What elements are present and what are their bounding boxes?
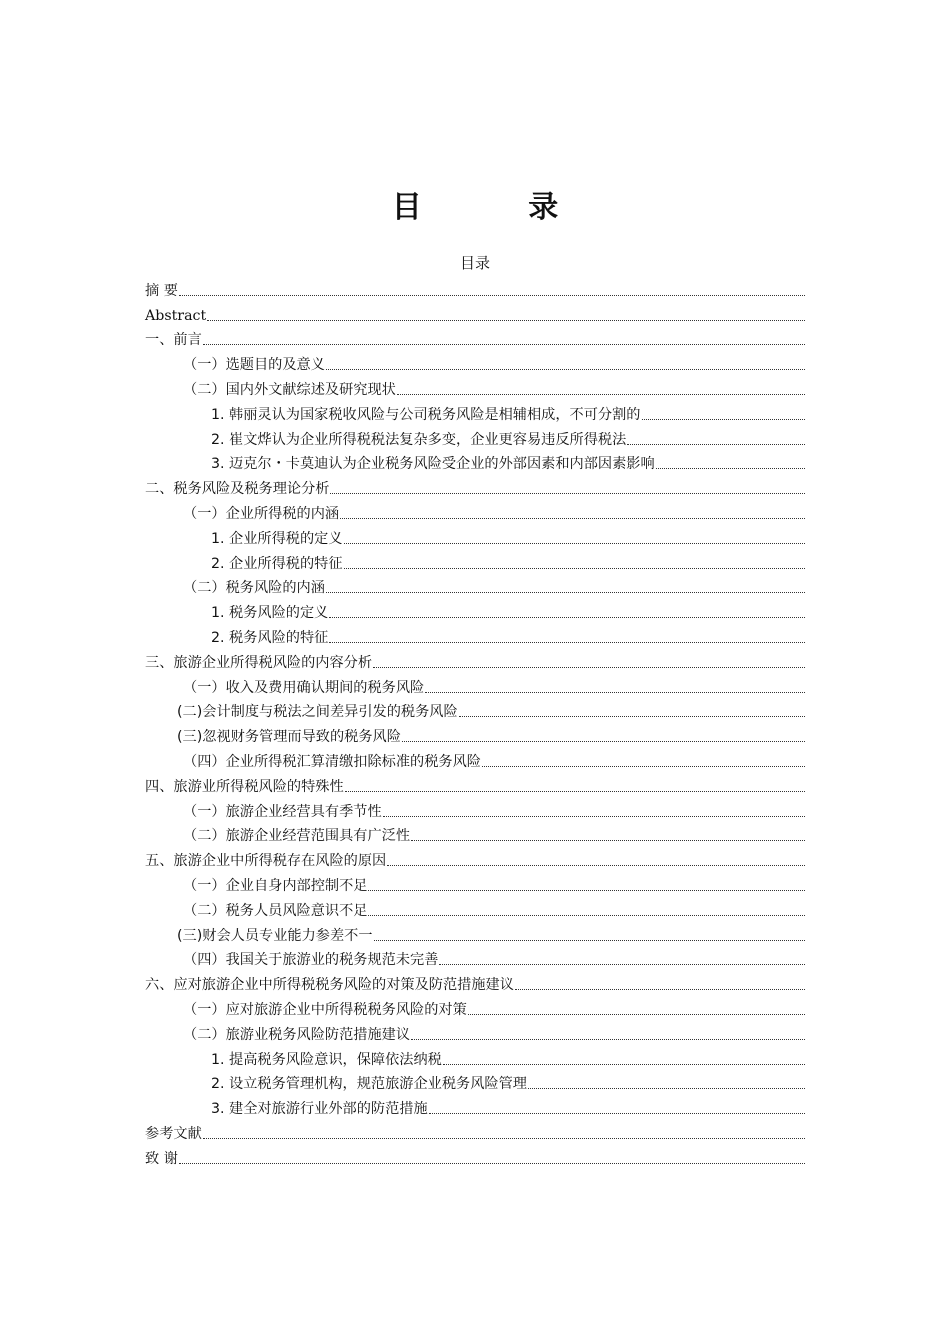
toc-entry[interactable] — [145, 697, 805, 722]
toc-entry-label: 致 谢 — [145, 1150, 178, 1167]
toc-entry-label: 六、应对旅游企业中所得税税务风险的对策及防范措施建议 — [145, 977, 514, 994]
toc-leader-dots — [373, 667, 805, 668]
toc-entry[interactable] — [145, 821, 805, 846]
toc-leader-dots — [411, 1039, 805, 1040]
toc-entry-label: （二）国内外文献综述及研究现状 — [183, 381, 396, 398]
toc-entry[interactable] — [145, 573, 805, 598]
toc-entry-label: （一）选题目的及意义 — [183, 357, 325, 374]
toc-entry-label: 摘 要 — [145, 282, 178, 299]
toc-entry[interactable] — [145, 325, 805, 350]
toc-entry[interactable] — [145, 399, 805, 424]
toc-leader-dots — [329, 642, 805, 643]
table-of-contents — [145, 275, 805, 1168]
toc-entry[interactable] — [145, 895, 805, 920]
toc-entry[interactable] — [145, 1019, 805, 1044]
toc-entry-label: 3. 迈克尔・卡莫迪认为企业税务风险受企业的外部因素和内部因素影响 — [211, 456, 655, 473]
toc-leader-dots — [429, 1113, 805, 1114]
toc-leader-dots — [374, 940, 805, 941]
toc-entry[interactable] — [145, 473, 805, 498]
toc-entry-label: （四）我国关于旅游业的税务规范未完善 — [183, 952, 439, 969]
toc-leader-dots — [397, 394, 805, 395]
toc-entry[interactable] — [145, 275, 805, 300]
toc-entry-label: 1. 韩丽灵认为国家税收风险与公司税务风险是相辅相成，不可分割的 — [211, 406, 641, 423]
toc-entry-label: Abstract — [145, 307, 207, 324]
toc-leader-dots — [203, 344, 805, 345]
toc-entry-label: (三)财会人员专业能力参差不一 — [177, 927, 373, 944]
toc-entry[interactable] — [145, 622, 805, 647]
toc-entry-label: 三、旅游企业所得税风险的内容分析 — [145, 654, 373, 671]
toc-leader-dots — [344, 568, 805, 569]
toc-entry-label: 1. 税务风险的定义 — [211, 605, 329, 622]
toc-leader-dots — [411, 840, 805, 841]
toc-entry[interactable] — [145, 746, 805, 771]
toc-entry[interactable] — [145, 300, 805, 325]
toc-entry-label: （一）企业自身内部控制不足 — [183, 877, 368, 894]
toc-leader-dots — [468, 1014, 805, 1015]
toc-entry[interactable] — [145, 424, 805, 449]
toc-entry-label: 1. 企业所得税的定义 — [211, 530, 343, 547]
toc-entry[interactable] — [145, 994, 805, 1019]
toc-leader-dots — [443, 1064, 805, 1065]
toc-entry-label: 五、旅游企业中所得税存在风险的原因 — [145, 853, 387, 870]
toc-entry[interactable] — [145, 1143, 805, 1168]
toc-entry-label: (二)会计制度与税法之间差异引发的税务风险 — [177, 704, 458, 721]
toc-entry-label: 四、旅游业所得税风险的特殊性 — [145, 778, 344, 795]
toc-entry-label: 2. 税务风险的特征 — [211, 629, 329, 646]
toc-entry[interactable] — [145, 672, 805, 697]
toc-entry-label: （一）收入及费用确认期间的税务风险 — [183, 679, 425, 696]
toc-leader-dots — [656, 468, 805, 469]
toc-entry[interactable] — [145, 449, 805, 474]
toc-entry-label: （一）应对旅游企业中所得税税务风险的对策 — [183, 1001, 467, 1018]
toc-leader-dots — [425, 692, 805, 693]
toc-entry-label: （二）旅游业税务风险防范措施建议 — [183, 1026, 411, 1043]
toc-entry-label: 3. 建全对旅游行业外部的防范措施 — [211, 1101, 428, 1118]
toc-leader-dots — [387, 865, 805, 866]
toc-leader-dots — [330, 493, 805, 494]
toc-entry-label: 2. 崔文烨认为企业所得税税法复杂多变，企业更容易违反所得税法 — [211, 431, 627, 448]
toc-entry-label: （四）企业所得税汇算清缴扣除标准的税务风险 — [183, 753, 481, 770]
toc-entry-label: 2. 企业所得税的特征 — [211, 555, 343, 572]
toc-leader-dots — [326, 592, 805, 593]
toc-entry-label: （二）税务人员风险意识不足 — [183, 902, 368, 919]
toc-entry[interactable] — [145, 945, 805, 970]
toc-leader-dots — [344, 543, 805, 544]
toc-leader-dots — [482, 766, 805, 767]
toc-entry-label: (三)忽视财务管理而导致的税务风险 — [177, 729, 401, 746]
toc-entry[interactable] — [145, 1093, 805, 1118]
toc-entry[interactable] — [145, 920, 805, 945]
toc-leader-dots — [179, 295, 805, 296]
toc-entry-label: 1. 提高税务风险意识，保障依法纳税 — [211, 1051, 442, 1068]
toc-entry[interactable] — [145, 349, 805, 374]
toc-entry[interactable] — [145, 845, 805, 870]
toc-entry-label: 二、税务风险及税务理论分析 — [145, 481, 330, 498]
toc-entry-label: （一）旅游企业经营具有季节性 — [183, 803, 382, 820]
toc-entry[interactable] — [145, 647, 805, 672]
toc-entry-label: 一、前言 — [145, 332, 202, 349]
toc-leader-dots — [207, 320, 805, 321]
toc-leader-dots — [439, 964, 805, 965]
page-subtitle: 目录 — [459, 254, 490, 272]
toc-entry[interactable] — [145, 1118, 805, 1143]
toc-leader-dots — [326, 369, 805, 370]
toc-entry[interactable] — [145, 597, 805, 622]
toc-entry[interactable] — [145, 870, 805, 895]
toc-entry[interactable] — [145, 548, 805, 573]
toc-leader-dots — [179, 1163, 805, 1164]
toc-leader-dots — [368, 915, 805, 916]
toc-entry[interactable] — [145, 498, 805, 523]
toc-entry-label: 参考文献 — [145, 1125, 202, 1142]
toc-leader-dots — [203, 1138, 805, 1139]
toc-entry-label: （一）企业所得税的内涵 — [183, 505, 340, 522]
toc-entry[interactable] — [145, 1069, 805, 1094]
toc-leader-dots — [383, 816, 805, 817]
toc-entry-label: 2. 设立税务管理机构，规范旅游企业税务风险管理 — [211, 1076, 527, 1093]
toc-leader-dots — [329, 617, 805, 618]
toc-entry[interactable] — [145, 721, 805, 746]
toc-leader-dots — [345, 791, 805, 792]
toc-entry[interactable] — [145, 374, 805, 399]
toc-leader-dots — [402, 741, 805, 742]
toc-entry-label: （二）旅游企业经营范围具有广泛性 — [183, 828, 411, 845]
toc-entry[interactable] — [145, 523, 805, 548]
toc-leader-dots — [528, 1088, 805, 1089]
toc-leader-dots — [642, 419, 806, 420]
toc-entry[interactable] — [145, 796, 805, 821]
toc-leader-dots — [459, 716, 805, 717]
toc-leader-dots — [340, 518, 805, 519]
toc-leader-dots — [515, 989, 805, 990]
page-title: 目 录 — [391, 190, 607, 225]
toc-entry[interactable] — [145, 771, 805, 796]
toc-entry[interactable] — [145, 969, 805, 994]
toc-leader-dots — [627, 444, 805, 445]
toc-leader-dots — [368, 890, 805, 891]
toc-entry-label: （二）税务风险的内涵 — [183, 580, 325, 597]
toc-entry[interactable] — [145, 1044, 805, 1069]
